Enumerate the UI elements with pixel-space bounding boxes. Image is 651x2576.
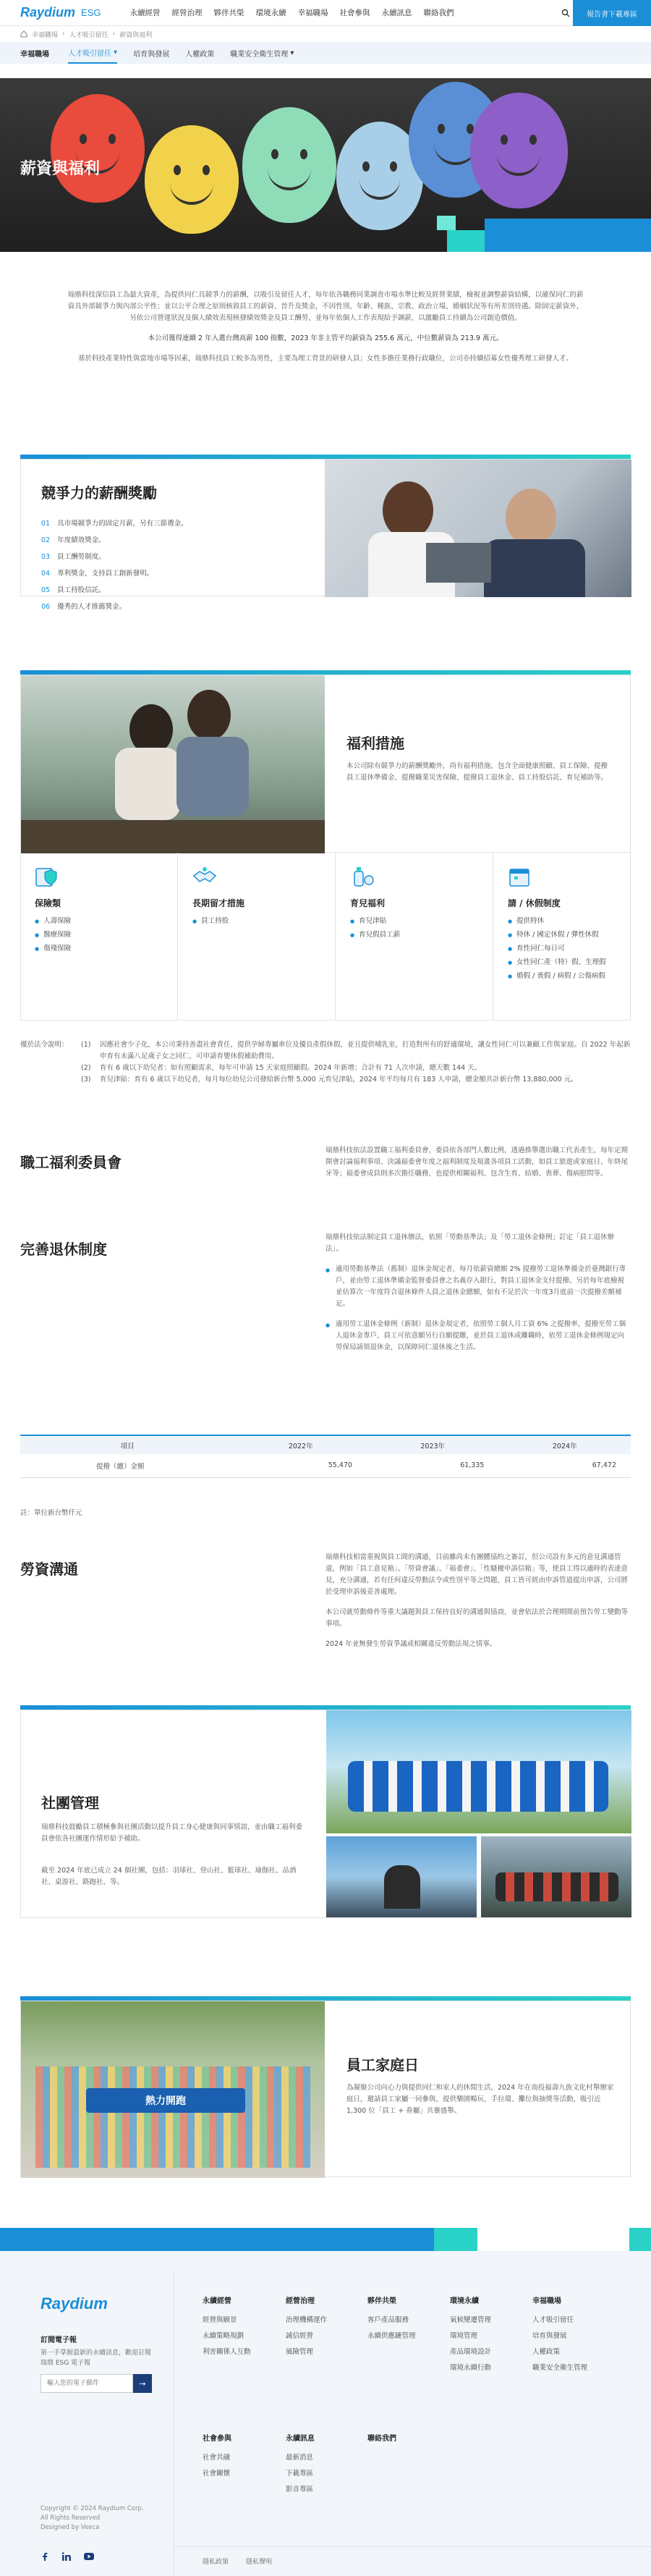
footer-col-title[interactable]: 經營治理: [286, 2297, 315, 2305]
calendar-icon: [508, 866, 532, 887]
nav-item[interactable]: 幸福職場: [297, 9, 328, 17]
linkedin-icon[interactable]: [62, 2552, 71, 2561]
card-title: 育兒福利: [350, 898, 386, 908]
list-item: 06 優秀的人才推薦獎金。: [41, 603, 127, 611]
footer-col-title[interactable]: 永續經營: [203, 2297, 231, 2305]
breadcrumb-item[interactable]: 人才吸引留任: [69, 31, 109, 39]
balloon-image: [145, 125, 239, 234]
subscribe-text: 第一手掌握最新的永續訊息，歡迎訂閱瑞鼎 ESG 電子報: [41, 2349, 152, 2367]
labor-paragraph: 本公司就勞動條件等重大議題與員工保持良好的溝通與協商，並會依法於合理期間前預告勞工變動等事項。: [326, 1608, 629, 1628]
search-icon[interactable]: [561, 9, 570, 17]
subscribe-email-input[interactable]: [41, 2374, 133, 2393]
hero-banner: [0, 78, 651, 252]
list-item: 02 年度績效獎金。: [41, 536, 106, 544]
table-cell: 提撥（繳）金額: [20, 1454, 235, 1477]
welfare-card-childcare: [336, 853, 493, 1021]
breadcrumb-item: 薪資與福利: [119, 31, 153, 39]
privacy-statement-link[interactable]: 隱私聲明: [246, 2559, 273, 2566]
intro-paragraph: 瑞鼎科技深信員工為最大資產，為提供同仁具競爭力的薪酬，以吸引及留任人才，每年依各職務同業調查市場水準比較及經營業績，檢視並調整薪資結構，以確保同仁的薪資具外部競爭力與內部公平性；並以公平合理之原則核敘員工的薪資、晉升及獎金，不因性別、年齡、種族、宗教、政治立場、婚姻狀況等有所差別待遇。除固定薪資外，另依公司營運狀況及個人績效表現核發績效獎金及員工酬勞，並每年依個人工作表現給予調薪，以激勵員工持續為公司創造價值。: [67, 291, 584, 322]
subnav-title: 幸福職場: [20, 50, 49, 59]
card-title: 保險類: [35, 898, 61, 908]
list-item: ● 傷殘保險: [35, 942, 163, 953]
footer-logo[interactable]: Raydium: [41, 2294, 108, 2313]
section-title: 職工福利委員會: [20, 1154, 122, 1171]
list-item: 01 具市場競爭力的固定月薪，另有三節禮金。: [41, 520, 188, 528]
facebook-icon[interactable]: [41, 2552, 49, 2561]
footer-link[interactable]: 人才吸引留任: [532, 2316, 574, 2324]
table-header: 2024年: [498, 1435, 631, 1454]
intro-paragraph: 基於科技產業特性與當地市場等因素，瑞鼎科技員工較多為男性，主要為理工背景的研發人員；女性多擔任業務行政職位，公司亦持續招募女性優秀理工研發人才。: [77, 355, 573, 363]
report-download-button[interactable]: 報告書下載專區: [573, 0, 651, 26]
family-day-photo: [21, 2001, 325, 2178]
footer-link[interactable]: 影音專區: [286, 2486, 314, 2493]
handshake-icon: [192, 866, 217, 887]
compensation-section: [20, 459, 631, 611]
familyday-section: [20, 2001, 631, 2177]
nav-item[interactable]: 永續訊息: [381, 9, 412, 17]
nav-item[interactable]: 聯絡我們: [423, 9, 454, 17]
baseball-team-photo: [326, 1710, 631, 1833]
footer-link[interactable]: 社會共融: [203, 2454, 231, 2462]
social-links: [41, 2552, 94, 2561]
footer-col: [367, 2432, 396, 2452]
nav-item[interactable]: 環境永續: [255, 9, 286, 17]
footer-link[interactable]: 客戶產品服務: [367, 2316, 409, 2324]
footer-link[interactable]: 永續供應鏈管理: [367, 2332, 416, 2340]
section-title: 福利措施: [346, 735, 404, 752]
labor-text: [326, 1552, 629, 1650]
subscribe-title: 訂閱電子報: [41, 2336, 77, 2344]
section-title: 競爭力的薪酬獎勵: [41, 484, 157, 502]
intro-text: [65, 290, 586, 373]
table-note: 註：單位新台幣仟元: [20, 1509, 82, 1517]
footer-link[interactable]: 下載專區: [286, 2470, 314, 2478]
intro-highlight: 本公司獲得連續 2 年入選台灣高薪 100 指數，2023 年非主管平均薪資為 255.6 萬元，中位數薪資為 213.9 萬元。: [148, 334, 503, 342]
business-photo: [325, 460, 631, 597]
tab-human-rights[interactable]: 人權政策: [185, 50, 215, 59]
couple-photo: [21, 675, 325, 853]
retirement-lead: 瑞鼎科技依法制定員工退休辦法，依照「勞動基準法」及「勞工退休金條例」訂定「員工退休辦法」。: [326, 1233, 615, 1253]
copyright: Copyright © 2024 Raydium Corp. All Rights Reserved Designed by Veeca: [41, 2505, 144, 2531]
logo[interactable]: Raydium: [20, 5, 76, 20]
footer-link[interactable]: 風險管理: [286, 2348, 314, 2356]
footer-link[interactable]: 人權政策: [532, 2348, 561, 2356]
welfare-section: [20, 675, 631, 853]
baby-bottle-icon: [350, 866, 375, 887]
compensation-list: [41, 518, 188, 617]
footer-col: [367, 2294, 416, 2346]
footer-link[interactable]: 產品環境設計: [450, 2348, 492, 2356]
table-header: 2023年: [367, 1435, 498, 1454]
tab-safety[interactable]: 職業安全衛生管理 ▾: [230, 48, 294, 59]
clubs-paragraph: 瑞鼎科技鼓勵員工積極參與社團活動以提升員工身心健康與同事情誼，並由職工福利委員會依各社團運作情形給予補助。: [41, 1823, 303, 1843]
table-header: 2022年: [235, 1435, 367, 1454]
welfare-description: 本公司除有競爭力的薪酬獎勵外，尚有福利措施，包含全面健康照顧、員工保險、提撥員工退休準備金、提撥職業災害保險、提撥員工退休金、員工持股信託、育兒補助等。: [346, 762, 608, 782]
home-icon[interactable]: [20, 30, 27, 38]
footer-col-title[interactable]: 幸福職場: [532, 2297, 561, 2305]
list-item: ● 人壽保險: [35, 915, 163, 925]
welfare-card-leave: [493, 853, 631, 1021]
list-item: ● 育兒假員工薪: [350, 929, 478, 939]
clubs-section: [20, 1710, 631, 1918]
list-item: ● 特休 / 國定休假 / 彈性休假: [508, 929, 616, 939]
list-item: ● 提供特休: [508, 915, 616, 925]
nav-item[interactable]: 永續經營: [129, 9, 161, 17]
footer-link[interactable]: 利害關係人互動: [203, 2348, 251, 2356]
welfare-card-retention: [178, 853, 336, 1021]
retirement-text: [326, 1232, 629, 1354]
subscribe-button[interactable]: →: [133, 2374, 152, 2393]
tab-talent[interactable]: 人才吸引留任 ▾: [68, 42, 117, 64]
retirement-bullet: ● 適用勞動基準法（舊制）退休金規定者，每月依薪資總額 2% 提撥勞工退休準備金於臺灣銀行專戶，並由勞工退休準備金監督委員會之名義存入銀行，對員工退休金支付提撥。另於每年底檢視並估算次一年度符合退休條件人員之退休金總額，如有不足於次一年度3月底前一次提撥差額補足。: [326, 1264, 629, 1310]
labor-paragraph: 2024 年並無發生勞資爭議或相關違反勞動法規之情事。: [326, 1640, 497, 1648]
welfare-card-insurance: [20, 853, 178, 1021]
list-item: ● 醫療保險: [35, 929, 163, 939]
list-item: ● 女性同仁產（特）假、生理假: [508, 956, 616, 966]
footer-link[interactable]: 經營與願景: [203, 2316, 237, 2324]
tab-training[interactable]: 培育與發展: [133, 50, 170, 59]
footer-col-title[interactable]: 夥伴共榮: [367, 2297, 396, 2305]
footer-link[interactable]: 環境永續行動: [450, 2364, 492, 2372]
top-header: [0, 0, 651, 26]
list-item: 03 員工酬勞制度。: [41, 553, 106, 561]
table-cell: 67,472: [498, 1454, 631, 1477]
list-item: ● 育性同仁每日可: [508, 942, 616, 953]
page-title: 薪資與福利: [20, 160, 101, 178]
footer-col: [450, 2294, 491, 2378]
footer-link[interactable]: 環境管理: [450, 2332, 478, 2340]
list-item: ● 婚假 / 喪假 / 病假 / 公傷病假: [508, 970, 616, 980]
footer-col-title[interactable]: 聯絡我們: [367, 2435, 396, 2443]
footer-link[interactable]: 永續策略規劃: [203, 2332, 244, 2340]
list-item: ● 育兒津貼: [350, 915, 478, 925]
footer-col-title[interactable]: 社會參與: [203, 2435, 231, 2443]
committee-text: 瑞鼎科技依法設置職工福利委員會，委員依各部門人數比例，透過推舉選出職工代表產生，每年定期開會討論福利事項、決議福委會年度之福利制度及規畫各項員工活動，如員工旅遊或家庭日、年終尾牙等；福委會成員則多次擔任職務，也提供相關福利、包含生育、結婚、喪葬、傷病慰問等。: [326, 1146, 629, 1178]
note-item: 育有 6 歲以下幼兒者：如有照顧需求，每年可申請 15 天家庭照顧假。2024 年新增；合計有 71 人次申請，總天數 144 天。: [100, 1064, 482, 1072]
youtube-icon[interactable]: [84, 2552, 94, 2561]
legal-notes: 優於法令說明： (1) 因應社會少子化，本公司秉持善盡社會責任，提供孕婦專屬車位及優良產假休假，並且提供哺乳室，打造對所有的舒適環境，讓女性同仁可以兼顧工作與家庭。自 2022 年起新申育有未滿八足歲子女之同仁，可申請育嬰休假補助費用。 (2) 育有 6 歲以下幼兒者：如有照顧需求，每年可申請 15 天家庭照顧假。2024 年新增；合計有 71 人次申請，總天數 144 天。 (3) 育兒津貼：育有 6 歲以下幼兒者，每月每位幼兒公司發給新台幣 5,000 元育兒津貼，2024 年平均每月有 183 人申請，總金額共計新台幣 13,880,000 元。: [20, 1039, 631, 1086]
card-title: 長期留才措施: [192, 898, 245, 908]
section-title: 勞資溝通: [20, 1561, 78, 1578]
section-title: 完善退休制度: [20, 1241, 107, 1258]
nav-item[interactable]: 夥伴共榮: [213, 9, 244, 17]
table-cell: 61,335: [367, 1454, 498, 1477]
footer-col: [286, 2432, 315, 2499]
clubs-paragraph: 截至 2024 年底已成立 24 個社團，包括：羽球社、登山社、籃球社、瑜伽社、品酒社、桌游社、路跑社、等。: [41, 1867, 297, 1886]
breadcrumb: 幸福職場 › 人才吸引留任 › 薪資與福利: [0, 26, 651, 42]
logo-sub: ESG: [81, 7, 101, 18]
labor-paragraph: 瑞鼎科技相當重視與員工間的溝通，目前雖尚未有團體協約之簽訂，但公司設有多元的意見溝通管道，例如「員工意見箱」、「勞資會議」、「福委會」、「性騷擾申訴信箱」等，使員工得以適時的表達意見，充分溝通，若有任何違反勞動法令或性別平等之問題，員工皆可經由申訴管道提出申訴，公司將於受理申訴後妥善處理。: [326, 1553, 629, 1596]
insurance-icon: [35, 866, 59, 887]
group-outdoor-photo: [481, 1836, 631, 1917]
list-item: ● 員工持股: [192, 915, 320, 925]
balloon-image: [470, 93, 568, 208]
footer: [0, 2251, 651, 2576]
retirement-bullet: ● 適用勞工退休金條例（新制）退休金規定者，依照勞工個人月工資 6% 之提撥率，提撥至勞工個人退休金專戶，員工可依意願另行自願提繳，並於員工退休或離職時，依勞工退休金條例規定向勞保局請領退休金，以保障同仁退休後之生活。: [326, 1319, 629, 1354]
footer-link[interactable]: 最新消息: [286, 2454, 314, 2462]
privacy-policy-link[interactable]: 隱私政策: [203, 2559, 229, 2566]
nav-item[interactable]: 社會參與: [339, 9, 370, 17]
footer-col: [532, 2294, 593, 2378]
footer-link[interactable]: 培育與發展: [532, 2332, 567, 2340]
balloon-image: [242, 107, 336, 223]
hiking-photo: [326, 1836, 477, 1917]
footer-col-title[interactable]: 環境永續: [450, 2297, 479, 2305]
footer-link[interactable]: 氣候變遷管理: [450, 2316, 492, 2324]
table-cell: 55,470: [235, 1454, 367, 1477]
list-item: 05 員工持股信託。: [41, 586, 106, 594]
note-item: 育兒津貼：育有 6 歲以下幼兒者，每月每位幼兒公司發給新台幣 5,000 元育兒津貼，2024 年平均每月有 183 人申請，總金額共計新台幣 13,880,000 元。: [100, 1076, 578, 1084]
footer-col: [203, 2432, 231, 2483]
sub-nav: [0, 42, 651, 64]
main-nav: [130, 7, 454, 18]
footer-col-title[interactable]: 永續訊息: [286, 2435, 315, 2443]
footer-link[interactable]: 治理機構運作: [286, 2316, 328, 2324]
footer-link[interactable]: 誠信經營: [286, 2332, 314, 2340]
breadcrumb-item[interactable]: 幸福職場: [32, 31, 59, 39]
card-title: 請 / 休假制度: [508, 898, 561, 908]
footer-col: [286, 2294, 327, 2362]
notes-label: 優於法令說明：: [20, 1041, 69, 1049]
table-header: 項目: [20, 1435, 235, 1454]
footer-link[interactable]: 職業安全衛生管理: [532, 2364, 588, 2372]
balloon-image: [51, 94, 145, 203]
familyday-text: 為凝聚公司向心力與提供同仁和家人的休閒生活，2024 年在南投福壽九族文化村舉辦家庭日，邀請員工家屬一同參與，提供樂園暢玩、手拉環、攤位與抽獎等活動，吸引近 1,300 位「員工 + 眷屬」共襄盛舉。: [346, 2084, 614, 2115]
nav-item[interactable]: 經營治理: [171, 9, 203, 17]
footer-col: [203, 2294, 251, 2362]
note-item: 因應社會少子化，本公司秉持善盡社會責任，提供孕婦專屬車位及優良產假休假，並且提供哺乳室，打造對所有的舒適環境，讓女性同仁可以兼顧工作與家庭。自 2022 年起新申育有未滿八足歲子女之同仁，可申請育嬰休假補助費用。: [100, 1041, 631, 1060]
event-banner: 熱力開跑: [86, 2088, 245, 2113]
section-title: 社團管理: [41, 1794, 99, 1812]
list-item: 04 專利獎金，支持員工創新發明。: [41, 570, 154, 578]
footer-bottom-links: [203, 2556, 272, 2566]
retirement-table: [20, 1435, 631, 1478]
footer-link[interactable]: 社會關懷: [203, 2470, 231, 2478]
table-row: [20, 1454, 631, 1477]
section-title: 員工家庭日: [346, 2056, 419, 2074]
